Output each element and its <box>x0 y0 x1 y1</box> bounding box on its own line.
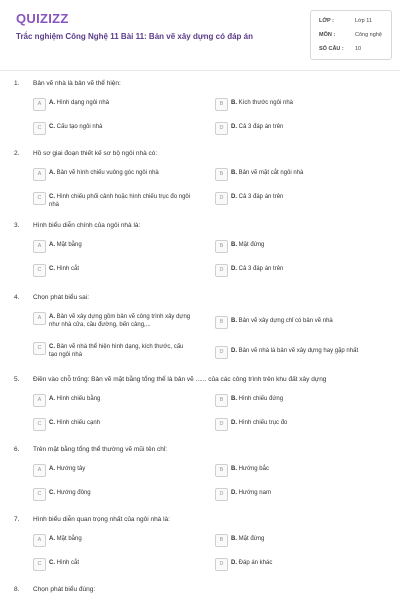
answer-option-c[interactable] <box>33 192 193 206</box>
answer-option-label: D. <box>231 124 237 130</box>
answer-letter-box[interactable]: A <box>33 312 46 325</box>
answer-letter-box[interactable]: A <box>33 240 46 253</box>
answer-option-text <box>231 535 391 543</box>
answer-option-label: B. <box>231 536 237 542</box>
answer-option-text <box>231 489 391 497</box>
meta-subject-row <box>319 28 389 42</box>
answer-letter-box[interactable]: B <box>215 98 228 111</box>
answer-option-label: C. <box>49 194 55 200</box>
worksheet-header <box>0 0 400 66</box>
answer-option-body: Cả 3 đáp án trên <box>238 194 284 200</box>
meta-count-value: 10 <box>355 46 362 52</box>
answer-option-a[interactable] <box>33 394 193 408</box>
answer-option-a[interactable] <box>33 464 193 478</box>
answer-option-c[interactable] <box>33 122 193 136</box>
answer-option-label: A. <box>49 396 55 402</box>
answer-option-body: Bản vẽ xây dựng gồm bản vẽ công trình xây dựng như nhà cửa, cầu đường, bến cảng,... <box>49 314 191 328</box>
answer-option-body: Bản vẽ mặt cắt ngôi nhà <box>238 170 304 176</box>
answer-option-body: Hướng tây <box>56 466 86 472</box>
answer-option-text <box>231 559 391 567</box>
answer-letter-box[interactable]: D <box>215 264 228 277</box>
answer-option-label: D. <box>231 194 237 200</box>
meta-subject-key: MÔN : <box>319 32 336 38</box>
answer-option-body: Mặt bằng <box>56 536 82 542</box>
answer-letter-box[interactable]: A <box>33 168 46 181</box>
answer-option-text <box>231 193 391 201</box>
answer-option-body: Hình chiếu đứng <box>238 396 284 402</box>
meta-count-key: SỐ CÂU : <box>319 46 344 52</box>
answer-option-label: D. <box>231 490 237 496</box>
answer-letter-box[interactable]: B <box>215 168 228 181</box>
answer-option-d[interactable] <box>215 264 390 278</box>
answer-option-text <box>49 265 191 273</box>
answer-option-label: B. <box>231 100 237 106</box>
header-divider <box>0 70 400 71</box>
answer-option-body: Bản vẽ nhà thể hiện hình dạng, kích thước, cấu tạo ngôi nhà <box>49 344 184 358</box>
answer-letter-box[interactable]: D <box>215 558 228 571</box>
answer-option-text <box>49 193 191 209</box>
answer-option-body: Hình chiếu trục đo <box>238 420 288 426</box>
answer-option-label: B. <box>231 466 237 472</box>
answer-option-text <box>49 241 191 249</box>
answer-option-label: A. <box>49 170 55 176</box>
answer-letter-box[interactable]: D <box>215 418 228 431</box>
answer-letter-box[interactable]: C <box>33 122 46 135</box>
answer-option-body: Cả 3 đáp án trên <box>238 124 284 130</box>
answer-option-b[interactable] <box>215 168 390 182</box>
answer-option-text <box>231 395 391 403</box>
worksheet-title: Trắc nghiệm Công Nghệ 11 Bài 11: Bản vẽ xây dựng có đáp án <box>16 32 253 41</box>
answer-option-label: C. <box>49 124 55 130</box>
answer-option-body: Hình chiếu phối cảnh hoặc hình chiếu trục đo ngôi nhà <box>49 194 191 208</box>
answer-option-label: C. <box>49 420 55 426</box>
answer-option-body: Bản vẽ xây dựng chỉ có bản vẽ nhà <box>238 318 333 324</box>
answer-option-text <box>231 317 391 325</box>
answer-option-body: Bản vẽ nhà là bản vẽ xây dựng hay gặp nhất <box>238 348 359 354</box>
answer-option-label: B. <box>231 396 237 402</box>
question-text: Bản vẽ nhà là bản vẽ thể hiện: <box>33 80 121 87</box>
answer-option-a[interactable] <box>33 240 193 254</box>
question-number: 2. <box>14 150 20 157</box>
answer-letter-box[interactable]: A <box>33 394 46 407</box>
answer-option-b[interactable] <box>215 464 390 478</box>
answer-option-label: A. <box>49 314 55 320</box>
answer-option-body: Hình chiếu bằng <box>56 396 101 402</box>
answer-option-text <box>49 99 191 107</box>
answer-option-body: Hình cắt <box>56 266 80 272</box>
answer-option-text <box>231 419 391 427</box>
answer-option-c[interactable] <box>33 558 193 572</box>
answer-letter-box[interactable]: D <box>215 346 228 359</box>
answer-option-body: Mặt bằng <box>56 242 82 248</box>
answer-option-body: Mặt đứng <box>238 242 265 248</box>
answer-option-a[interactable] <box>33 168 193 182</box>
answer-option-label: C. <box>49 560 55 566</box>
answer-option-label: A. <box>49 466 55 472</box>
answer-letter-box[interactable]: A <box>33 464 46 477</box>
answer-option-text <box>231 169 391 177</box>
answer-option-label: B. <box>231 242 237 248</box>
answer-option-text <box>49 123 191 131</box>
answer-option-text <box>49 313 191 329</box>
answer-letter-box[interactable]: B <box>215 534 228 547</box>
answer-option-label: C. <box>49 344 55 350</box>
answer-option-text <box>49 489 191 497</box>
answer-option-label: B. <box>231 318 237 324</box>
answer-option-d[interactable] <box>215 418 390 432</box>
answer-option-b[interactable] <box>215 316 390 330</box>
question-text: Chọn phát biểu đúng: <box>33 586 96 593</box>
answer-option-d[interactable] <box>215 346 390 360</box>
question-number: 8. <box>14 586 20 593</box>
answer-option-c[interactable] <box>33 488 193 502</box>
answer-option-text <box>49 535 191 543</box>
answer-letter-box[interactable]: C <box>33 488 46 501</box>
answer-option-b[interactable] <box>215 394 390 408</box>
question-text: Hình biểu diễn chính của ngôi nhà là: <box>33 222 141 229</box>
question-number: 5. <box>14 376 20 383</box>
answer-option-label: A. <box>49 536 55 542</box>
answer-option-a[interactable] <box>33 534 193 548</box>
answer-option-body: Hình dạng ngôi nhà <box>56 100 110 106</box>
answer-letter-box[interactable]: D <box>215 192 228 205</box>
answer-option-a[interactable] <box>33 312 193 326</box>
answer-option-body: Hướng đông <box>56 490 91 496</box>
meta-subject-value: Công nghệ <box>355 32 382 38</box>
answer-option-text <box>231 123 391 131</box>
answer-option-body: Hình cắt <box>56 560 80 566</box>
answer-letter-box[interactable]: C <box>33 558 46 571</box>
answer-letter-box[interactable]: B <box>215 316 228 329</box>
question-number: 4. <box>14 294 20 301</box>
answer-option-label: D. <box>231 266 237 272</box>
meta-class-value: Lớp 11 <box>355 18 372 24</box>
answer-option-label: D. <box>231 560 237 566</box>
answer-option-c[interactable] <box>33 264 193 278</box>
answer-option-text <box>231 265 391 273</box>
answer-letter-box[interactable]: C <box>33 418 46 431</box>
question-number: 1. <box>14 80 20 87</box>
answer-option-label: D. <box>231 348 237 354</box>
answer-letter-box[interactable]: A <box>33 534 46 547</box>
answer-option-body: Bản vẽ hình chiếu vuông góc ngôi nhà <box>56 170 159 176</box>
worksheet-meta-box <box>310 10 392 60</box>
question-text: Điền vào chỗ trống: Bản vẽ mặt bằng tổng thể là bản vẽ ...... của các công trình trên khu đất xây dựng <box>33 376 327 383</box>
answer-letter-box[interactable]: D <box>215 122 228 135</box>
answer-option-body: Cấu tạo ngôi nhà <box>56 124 103 130</box>
answer-option-text <box>49 419 191 427</box>
answer-option-text <box>231 347 391 355</box>
answer-option-body: Hướng bắc <box>238 466 269 472</box>
answer-option-text <box>49 559 191 567</box>
answer-option-text <box>49 465 191 473</box>
answer-option-body: Hướng nam <box>238 490 271 496</box>
answer-option-c[interactable] <box>33 418 193 432</box>
answer-option-d[interactable] <box>215 192 390 206</box>
question-number: 3. <box>14 222 20 229</box>
answer-option-text <box>49 343 191 359</box>
answer-option-text <box>231 465 391 473</box>
answer-option-d[interactable] <box>215 488 390 502</box>
meta-count-row <box>319 42 389 56</box>
answer-option-body: Hình chiếu cạnh <box>56 420 101 426</box>
meta-class-row <box>319 14 389 28</box>
answer-letter-box[interactable]: B <box>215 240 228 253</box>
answer-option-text <box>231 99 391 107</box>
answer-option-b[interactable] <box>215 98 390 112</box>
answer-option-label: B. <box>231 170 237 176</box>
answer-option-label: A. <box>49 242 55 248</box>
answer-option-body: Cả 3 đáp án trên <box>238 266 284 272</box>
answer-option-label: D. <box>231 420 237 426</box>
answer-option-body: Kích thước ngôi nhà <box>238 100 293 106</box>
answer-letter-box[interactable]: B <box>215 394 228 407</box>
answer-option-label: C. <box>49 266 55 272</box>
answer-option-text <box>49 169 191 177</box>
answer-letter-box[interactable]: C <box>33 342 46 355</box>
answer-letter-box[interactable]: C <box>33 264 46 277</box>
answer-option-d[interactable] <box>215 122 390 136</box>
answer-option-text <box>49 395 191 403</box>
answer-letter-box[interactable]: C <box>33 192 46 205</box>
answer-letter-box[interactable]: D <box>215 488 228 501</box>
answer-option-label: A. <box>49 100 55 106</box>
answer-option-d[interactable] <box>215 558 390 572</box>
question-number: 7. <box>14 516 20 523</box>
answer-letter-box[interactable]: A <box>33 98 46 111</box>
answer-option-text <box>231 241 391 249</box>
question-text: Hình biểu diễn quan trọng nhất của ngôi nhà là: <box>33 516 170 523</box>
answer-option-label: C. <box>49 490 55 496</box>
question-number: 6. <box>14 446 20 453</box>
answer-option-c[interactable] <box>33 342 193 356</box>
answer-letter-box[interactable]: B <box>215 464 228 477</box>
answer-option-a[interactable] <box>33 98 193 112</box>
meta-class-key: LỚP : <box>319 18 334 24</box>
answer-option-b[interactable] <box>215 240 390 254</box>
question-text: Trên mặt bằng tổng thể thường vẽ mũi tên chỉ: <box>33 446 168 453</box>
answer-option-body: Đáp án khác <box>238 560 273 566</box>
quizizz-logo: QUIZIZZ <box>16 11 69 26</box>
question-text: Hồ sơ giai đoạn thiết kế sơ bộ ngôi nhà có: <box>33 150 158 157</box>
answer-option-body: Mặt đứng <box>238 536 265 542</box>
question-text: Chọn phát biểu sai: <box>33 294 90 301</box>
answer-option-b[interactable] <box>215 534 390 548</box>
